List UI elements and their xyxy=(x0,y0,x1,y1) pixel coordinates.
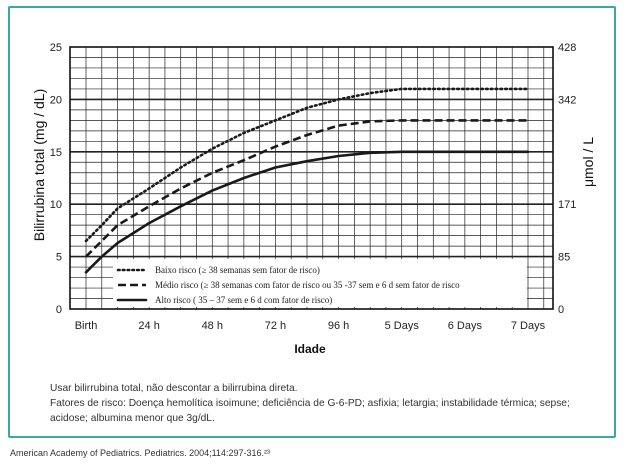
y-tick-label-left: 25 xyxy=(49,42,62,54)
note-line-1: Usar bilirrubina total, não descontar a bilirrubina direta. xyxy=(50,383,298,394)
y-tick-label-right: 342 xyxy=(558,94,577,107)
y-tick-label-left: 20 xyxy=(49,94,62,107)
x-tick-label: 96 h xyxy=(327,320,350,332)
y-tick-label-right: 428 xyxy=(558,42,577,54)
y-tick-label-left: 0 xyxy=(55,304,62,316)
x-tick-label: 48 h xyxy=(201,320,223,332)
y-axis-title-right: μmol / L xyxy=(580,136,596,188)
y-axis-title-left: Bilirrubina total (mg / dL) xyxy=(31,88,47,242)
y-tick-label-right: 0 xyxy=(558,304,565,316)
x-axis-title: Idade xyxy=(294,342,326,356)
legend xyxy=(113,259,527,307)
legend-label: Médio risco (≥ 38 semanas com fator de risco ou 35 -37 sem e 6 d sem fator de risco xyxy=(155,280,460,290)
x-tick-label: 6 Days xyxy=(447,320,482,332)
y-tick-label-left: 15 xyxy=(49,146,62,159)
y-tick-label-left: 10 xyxy=(49,199,62,212)
y-tick-label-left: 5 xyxy=(55,251,62,264)
legend-label: Alto risco ( 35 – 37 sem e 6 d com fator de risco) xyxy=(155,295,333,305)
source-citation: American Academy of Pediatrics. Pediatrics. 2004;114:297-316.²³ xyxy=(10,448,270,458)
x-tick-label: 72 h xyxy=(264,320,287,332)
note-line-3: acidose; albumina menor que 3g/dL. xyxy=(50,413,215,424)
x-tick-label: 24 h xyxy=(138,320,160,332)
legend-label: Baixo risco (≥ 38 semanas sem fator de risco) xyxy=(155,265,320,275)
note-line-2: Fatores de risco: Doença hemolítica isoimune; deficiência de G-6-PD; asfixia; letargia; instabilidade térmica; sepse; xyxy=(50,398,570,409)
x-tick-label: 7 Days xyxy=(510,320,546,332)
y-tick-label-right: 85 xyxy=(558,251,571,264)
notes xyxy=(50,381,605,426)
x-tick-label: 5 Days xyxy=(384,320,419,332)
x-tick-label: Birth xyxy=(74,320,98,332)
y-tick-label-right: 171 xyxy=(558,199,577,212)
